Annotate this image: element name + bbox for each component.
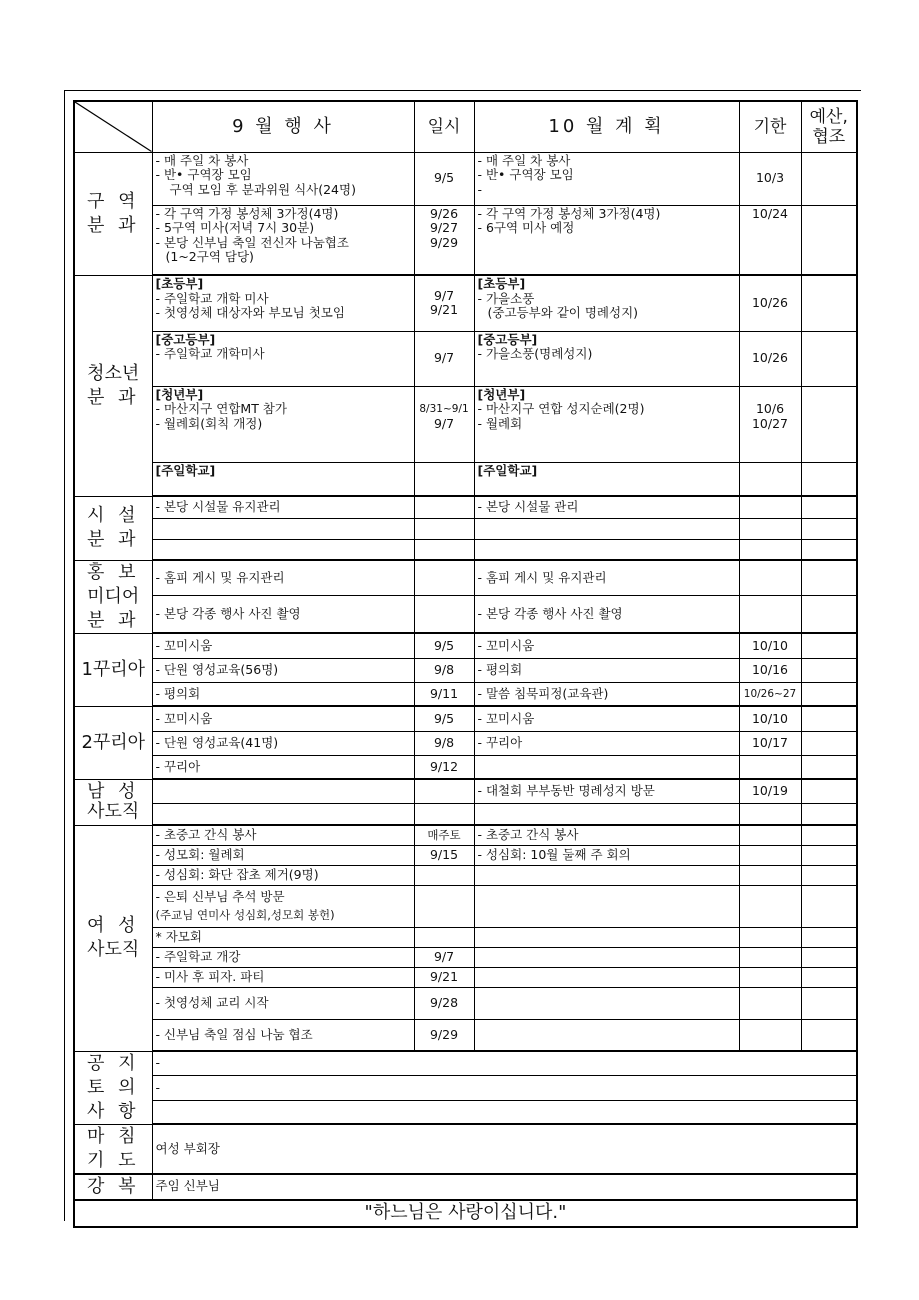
media-sep-cell-2: - 본당 각종 행사 사진 촬영 <box>152 596 414 633</box>
women-row-9 <box>74 1019 857 1051</box>
district-oct-deadline-1: 10/3 <box>739 152 801 205</box>
notice-row-2 <box>74 1076 857 1101</box>
women-row-1 <box>74 825 857 845</box>
district-oct-deadline-2: 10/24 <box>739 205 801 275</box>
curia2-sep-cell-1: - 꼬미시움 <box>152 706 414 731</box>
men-section-label: 남 성 사도직 <box>74 779 152 825</box>
header-row <box>74 101 857 152</box>
women-sep-date-1: 매주토 <box>414 825 474 845</box>
youth-oct-deadline-3: 10/6 10/27 <box>739 386 801 462</box>
men-row-1 <box>74 779 857 803</box>
youth-section-label: 청소년 분 과 <box>74 275 152 496</box>
district-sep-date-2: 9/26 9/27 9/29 <box>414 205 474 275</box>
media-row-2 <box>74 596 857 633</box>
youth-sep-date-1: 9/7 9/21 <box>414 275 474 331</box>
district-sep-date-1: 9/5 <box>414 152 474 205</box>
footer-quote: "하느님은 사랑이십니다." <box>74 1200 857 1227</box>
homily-label: 강 복 <box>74 1174 152 1200</box>
youth-oct-deadline-4 <box>739 462 801 496</box>
header-sep-date: 일시 <box>414 101 474 152</box>
women-sep-date-7: 9/21 <box>414 967 474 987</box>
district-budget-1 <box>801 152 857 205</box>
youth-sep-date-4 <box>414 462 474 496</box>
youth-sep-cell-2: [중고등부] - 주일학교 개학미사 <box>152 331 414 386</box>
women-sep-date-2: 9/15 <box>414 845 474 865</box>
closing-prayer-row <box>74 1124 857 1174</box>
curia1-oct-cell-1: - 꼬미시움 <box>474 633 739 658</box>
youth-budget-2 <box>801 331 857 386</box>
women-sep-cell-1: - 초중고 간식 봉사 <box>152 825 414 845</box>
district-row-1 <box>74 152 857 205</box>
youth-sep-cell-1: [초등부] - 주일학교 개학 미사 - 첫영성체 대상자와 부모님 첫모임 <box>152 275 414 331</box>
curia1-row-2 <box>74 658 857 682</box>
facility-row-3 <box>74 539 857 560</box>
homily-row <box>74 1174 857 1200</box>
men-row-2 <box>74 803 857 825</box>
curia2-sep-cell-2: - 단원 영성교육(41명) <box>152 731 414 755</box>
curia2-oct-deadline-1: 10/10 <box>739 706 801 731</box>
footer-row <box>74 1200 857 1227</box>
header-budget <box>801 101 857 152</box>
curia2-oct-cell-1: - 꼬미시움 <box>474 706 739 731</box>
women-sep-date-6: 9/7 <box>414 947 474 967</box>
women-row-2 <box>74 845 857 865</box>
district-oct-cell-1: - 매 주일 차 봉사 - 반• 구역장 모임 - <box>474 152 739 205</box>
women-sep-cell-4: - 은퇴 신부님 추석 방문 (주교님 연미사 성심회,성모회 봉헌) <box>152 885 414 927</box>
notice-line-3 <box>152 1100 857 1124</box>
youth-oct-cell-2: [중고등부] - 가을소풍(명례성지) <box>474 331 739 386</box>
curia2-oct-deadline-2: 10/17 <box>739 731 801 755</box>
curia2-sep-cell-3: - 꾸리아 <box>152 755 414 779</box>
curia2-sep-date-2: 9/8 <box>414 731 474 755</box>
media-oct-cell-2: - 본당 각종 행사 사진 촬영 <box>474 596 739 633</box>
facility-sep-cell-1: - 본당 시설물 유지관리 <box>152 496 414 518</box>
curia1-sep-date-1: 9/5 <box>414 633 474 658</box>
curia1-oct-cell-3: - 말씀 침묵피정(교육관) <box>474 682 739 706</box>
district-oct-cell-2: - 각 구역 가정 봉성체 3가정(4명) - 6구역 미사 예정 <box>474 205 739 275</box>
men-oct-cell-1: - 대철회 부부동반 명례성지 방문 <box>474 779 739 803</box>
district-sep-cell-1: - 매 주일 차 봉사 - 반• 구역장 모임 구역 모임 후 분과위원 식사(24명) <box>152 152 414 205</box>
curia1-sep-cell-1: - 꼬미시움 <box>152 633 414 658</box>
media-row-1 <box>74 560 857 596</box>
curia1-sep-cell-3: - 평의회 <box>152 682 414 706</box>
women-row-6 <box>74 947 857 967</box>
notice-row-1 <box>74 1051 857 1076</box>
youth-budget-3 <box>801 386 857 462</box>
district-row-2 <box>74 205 857 275</box>
youth-budget-4 <box>801 462 857 496</box>
women-oct-cell-2: - 성심회: 10월 둘째 주 회의 <box>474 845 739 865</box>
women-sep-cell-9: - 신부님 축일 점심 나눔 협조 <box>152 1019 414 1051</box>
women-sep-cell-6: - 주일학교 개강 <box>152 947 414 967</box>
facility-oct-cell-1: - 본당 시설물 관리 <box>474 496 739 518</box>
women-sep-date-9: 9/29 <box>414 1019 474 1051</box>
header-sep-events: 9 월 행 사 <box>152 101 414 152</box>
district-budget-2 <box>801 205 857 275</box>
youth-oct-cell-3: [청년부] - 마산지구 연합 성지순례(2명) - 월례회 <box>474 386 739 462</box>
curia2-row-3 <box>74 755 857 779</box>
curia2-oct-cell-2: - 꾸리아 <box>474 731 739 755</box>
youth-sep-cell-3: [청년부] - 마산지구 연합MT 참가 - 월례회(회칙 개정) <box>152 386 414 462</box>
curia2-section-label: 2꾸리아 <box>74 706 152 779</box>
youth-oct-deadline-2: 10/26 <box>739 331 801 386</box>
header-diagonal-cell <box>74 101 152 152</box>
curia2-row-1 <box>74 706 857 731</box>
homily-value: 주임 신부님 <box>152 1174 857 1200</box>
district-sep-cell-2: - 각 구역 가정 봉성체 3가정(4명) - 5구역 미사(저녁 7시 30분) - 본당 신부님 축일 전신자 나눔협조 (1~2구역 담당) <box>152 205 414 275</box>
women-row-5 <box>74 927 857 947</box>
notice-line-1: - <box>152 1051 857 1076</box>
header-budget-line1: 예산, <box>809 106 848 127</box>
header-oct-deadline: 기한 <box>739 101 801 152</box>
notice-section-label: 공 지 토 의 사 항 <box>74 1051 152 1124</box>
women-row-7 <box>74 967 857 987</box>
women-row-4 <box>74 885 857 927</box>
curia1-oct-deadline-1: 10/10 <box>739 633 801 658</box>
curia2-sep-date-3: 9/12 <box>414 755 474 779</box>
women-sep-cell-2: - 성모회: 월례회 <box>152 845 414 865</box>
curia2-sep-date-1: 9/5 <box>414 706 474 731</box>
curia1-oct-deadline-2: 10/16 <box>739 658 801 682</box>
district-section-label: 구 역 분 과 <box>74 152 152 275</box>
men-oct-deadline-1: 10/19 <box>739 779 801 803</box>
women-sep-cell-7: - 미사 후 피자. 파티 <box>152 967 414 987</box>
youth-sep-date-2: 9/7 <box>414 331 474 386</box>
youth-oct-cell-4: [주일학교] <box>474 462 739 496</box>
notice-row-3 <box>74 1100 857 1124</box>
youth-row-2 <box>74 331 857 386</box>
notice-line-2: - <box>152 1076 857 1101</box>
curia2-row-2 <box>74 731 857 755</box>
youth-oct-cell-1: [초등부] - 가을소풍 (중고등부와 같이 명례성지) <box>474 275 739 331</box>
women-sep-date-8: 9/28 <box>414 987 474 1019</box>
header-oct-plan: 10 월 계 획 <box>474 101 739 152</box>
media-oct-cell-1: - 홈피 게시 및 유지관리 <box>474 560 739 596</box>
women-oct-cell-1: - 초중고 간식 봉사 <box>474 825 739 845</box>
youth-budget-1 <box>801 275 857 331</box>
curia1-oct-deadline-3: 10/26~27 <box>739 682 801 706</box>
youth-row-4 <box>74 462 857 496</box>
women-row-8 <box>74 987 857 1019</box>
women-row-3 <box>74 865 857 885</box>
women-sep-cell-5: * 자모회 <box>152 927 414 947</box>
curia1-sep-date-2: 9/8 <box>414 658 474 682</box>
youth-row-1 <box>74 275 857 331</box>
curia1-row-1 <box>74 633 857 658</box>
women-section-label: 여 성 사도직 <box>74 825 152 1051</box>
youth-row-3 <box>74 386 857 462</box>
women-sep-cell-3: - 성심회: 화단 잡초 제거(9명) <box>152 865 414 885</box>
curia1-section-label: 1꾸리아 <box>74 633 152 706</box>
facility-row-1 <box>74 496 857 518</box>
curia1-sep-date-3: 9/11 <box>414 682 474 706</box>
curia1-row-3 <box>74 682 857 706</box>
youth-sep-date-3: 8/31~9/1 9/7 <box>414 386 474 462</box>
youth-sep-cell-4: [주일학교] <box>152 462 414 496</box>
diagonal-line-icon <box>75 102 152 152</box>
closing-prayer-value: 여성 부회장 <box>152 1124 857 1174</box>
monthly-plan-table <box>73 100 858 1228</box>
closing-prayer-label: 마 침 기 도 <box>74 1124 152 1174</box>
media-sep-cell-1: - 홈피 게시 및 유지관리 <box>152 560 414 596</box>
youth-oct-deadline-1: 10/26 <box>739 275 801 331</box>
media-section-label: 홍 보 미디어 분 과 <box>74 560 152 633</box>
curia1-oct-cell-2: - 평의회 <box>474 658 739 682</box>
header-budget-line2: 협조 <box>812 126 846 147</box>
facility-row-2 <box>74 518 857 539</box>
women-sep-cell-8: - 첫영성체 교리 시작 <box>152 987 414 1019</box>
facility-section-label: 시 설 분 과 <box>74 496 152 560</box>
curia1-sep-cell-2: - 단원 영성교육(56명) <box>152 658 414 682</box>
